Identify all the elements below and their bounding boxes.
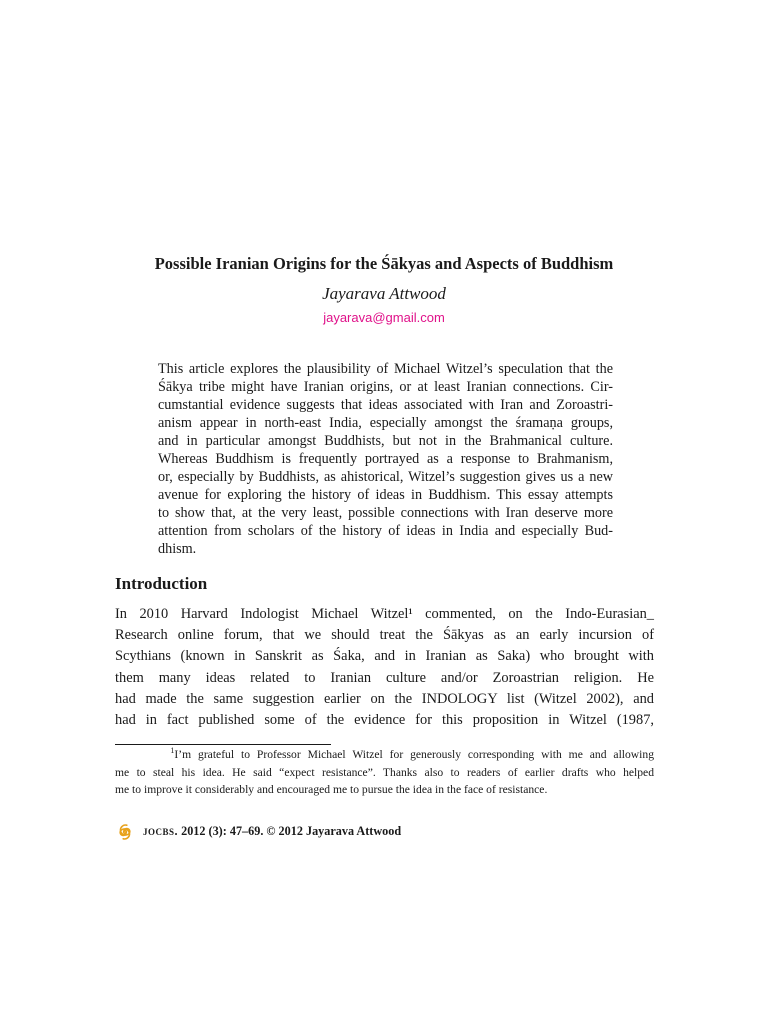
author-email-link[interactable]: jayarava@gmail.com [323, 310, 445, 325]
footnote-marker: 1 [170, 746, 175, 756]
footnote-line [115, 746, 654, 764]
abstract-line: dhism. [158, 541, 197, 557]
journal-name: jocbs. [143, 824, 179, 838]
body-line: them many ideas related to Iranian culture and/or Zoroastrian religion. He [115, 669, 654, 686]
author-name: Jayarava Attwood [322, 284, 446, 303]
abstract-line: or, especially by Buddhists, as ahistorical, Witzel’s suggestion gives us a new [158, 469, 613, 485]
body-line: had in fact published some of the evidence for this proposition in Witzel (1987, [115, 712, 654, 729]
abstract-line: and in particular amongst Buddhists, but not in the Brahmanical culture. [158, 433, 613, 449]
journal-citation-text: 2012 (3): 47–69. © 2012 Jayarava Attwood [178, 824, 402, 838]
journal-citation [143, 823, 401, 839]
swirl-logo-icon [115, 822, 135, 842]
abstract-line: to show that, at the very least, possible connections with Iran deserve more [158, 505, 613, 521]
abstract-line: avenue for exploring the history of ideas in Buddhism. This essay attempts [158, 487, 613, 503]
abstract-line: Śākya tribe might have Iranian origins, or at least Iranian connections. Cir- [158, 379, 613, 395]
abstract [158, 360, 613, 558]
footnote [115, 746, 654, 799]
body-paragraph [115, 604, 654, 731]
footnote-divider [115, 744, 331, 745]
footnote-text: I’m grateful to Professor Michael Witzel for generously corresponding with me and allowing [174, 748, 654, 761]
body-line: In 2010 Harvard Indologist Michael Witzel¹ commented, on the Indo-Eurasian_ [115, 606, 654, 622]
body-line: Scythians (known in Sanskrit as Śaka, and in Iranian as Saka) who brought with [115, 648, 654, 665]
abstract-line: This article explores the plausibility of Michael Witzel’s speculation that the [158, 361, 613, 377]
article-title: Possible Iranian Origins for the Śākyas and Aspects of Buddhism [154, 254, 614, 273]
section-heading-introduction: Introduction [115, 574, 208, 593]
footnote-line: me to steal his idea. He said “expect resistance”. Thanks also to readers of earlier drafts who helped [115, 765, 654, 779]
abstract-line: anism appear in north-east India, especially amongst the śramaṇa groups, [158, 415, 613, 431]
abstract-line: attention from scholars of the history of ideas in India and especially Bud- [158, 523, 613, 539]
body-line: had made the same suggestion earlier on the INDOLOGY list (Witzel 2002), and [115, 690, 654, 707]
abstract-line: Whereas Buddhism is frequently portrayed as a response to Brahmanism, [158, 451, 613, 467]
footnote-line: me to improve it considerably and encouraged me to pursue the idea in the face of resistance. [115, 783, 548, 796]
body-line: Research online forum, that we should treat the Śākyas as an early incursion of [115, 627, 654, 644]
abstract-line: cumstantial evidence suggests that ideas associated with Iran and Zoroastri- [158, 397, 613, 413]
